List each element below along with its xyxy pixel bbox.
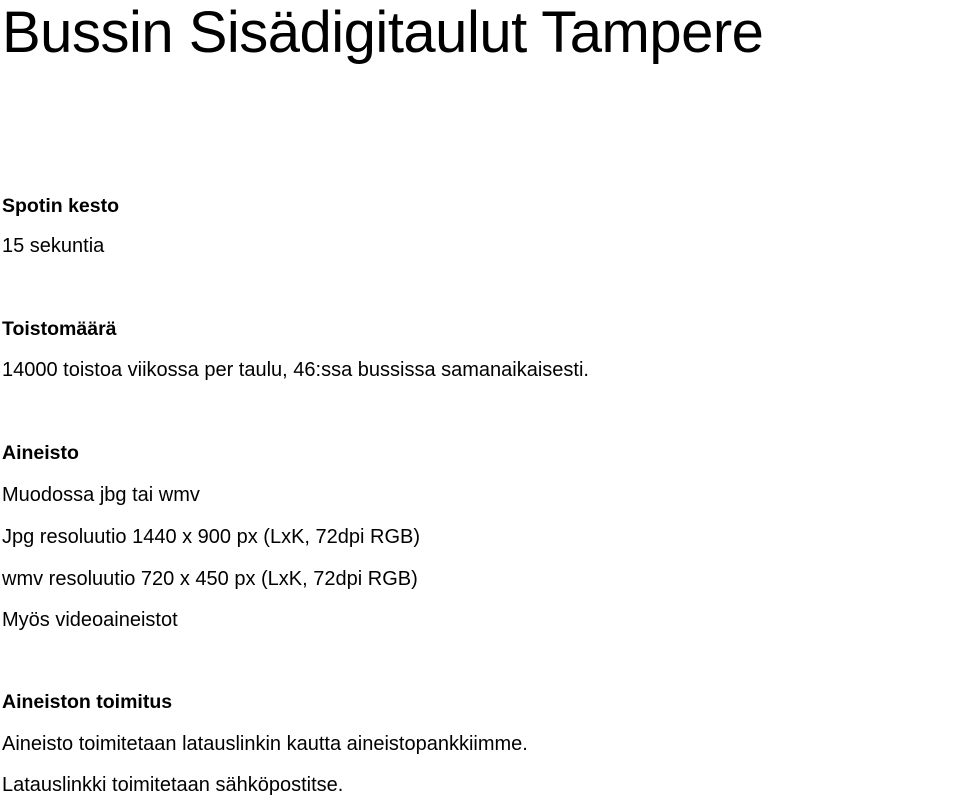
section-text: 14000 toistoa viikossa per taulu, 46:ssa bussissa samanaikaisesti. — [2, 359, 589, 381]
section-heading: Spotin kesto — [2, 195, 120, 217]
document-title: Bussin Sisädigitaulut Tampere — [2, 0, 764, 65]
section-text: 15 sekuntia — [2, 235, 105, 257]
section-heading: Aineisto — [2, 442, 79, 464]
section-text: Myös videoaineistot — [2, 609, 178, 631]
section-heading: Aineiston toimitus — [2, 691, 173, 713]
section-text: Latauslinkki toimitetaan sähköpostitse. — [2, 774, 344, 796]
section-text: wmv resoluutio 720 x 450 px (LxK, 72dpi RGB) — [2, 568, 418, 590]
section-heading: Toistomäärä — [2, 318, 117, 340]
section-text: Jpg resoluutio 1440 x 900 px (LxK, 72dpi RGB) — [2, 526, 421, 548]
section-text: Aineisto toimitetaan latauslinkin kautta aineistopankkiimme. — [2, 733, 528, 755]
section-text: Muodossa jbg tai wmv — [2, 484, 200, 506]
